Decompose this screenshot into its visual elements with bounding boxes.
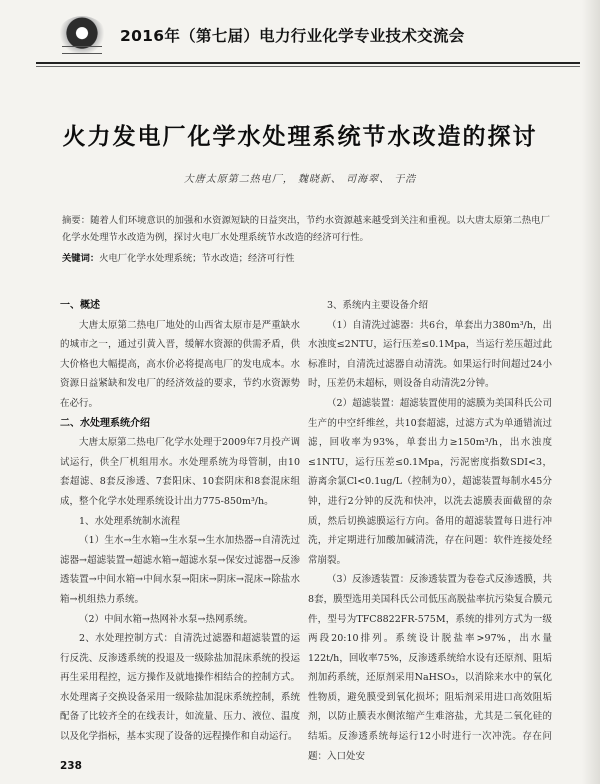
conference-header [58,14,578,56]
paragraph-reverse-osmosis: （3）反渗透装置：反渗透装置为卷卷式反渗透膜，共8套，膜型选用美国科氏公司低压高脱盐率抗污染复合膜元件，型号为TFC8822FR-575M，系统的排列方式为一级两段20:10排列。系统设计脱盐率>97%，出水量122t/h，回收率75%，反渗透系统给水设有还原剂、阻垢剂加药系统，还原剂采用NaHSO₃，以消除来水中的氧化性物质，避免膜受到氧化损坏；阻垢剂采用进口高效阻垢剂，以防止膜表水侧浓缩产生难溶盐，尤其是二氧化硅的结垢。反渗透系统每运行12小时进行一次冲洗。存在问题：入口处安 [308,574,552,762]
abstract-block [62,212,550,271]
header-divider [36,62,580,64]
page-number: 238 [60,760,82,772]
left-column [60,296,300,747]
subheading-flow: 1、水处理系统制水流程 [79,515,181,527]
keywords-line [62,250,550,267]
paragraph-overview: 大唐太原第二热电厂地处的山西省太原市是严重缺水的城市之一，通过引黄入晋，缓解水资源的供需矛盾，供大价格也大幅提高，高水价必将提高电厂的发电成本。水资源日益紧缺和发电厂的经济效益的要求，节约水资源势在必行。 [60,319,300,409]
abstract-text: 摘要：随着人们环境意识的加强和水资源短缺的日益突出，节约水资源越来越受到关注和重视。以大唐太原第二热电厂化学水处理节水改造为例，探讨火电厂水处理系统节水改造的经济可行性。 [62,215,550,243]
paragraph-filter: （1）自清洗过滤器：共6台，单套出力380m³/h，出水浊度≤2NTU，运行压差≤0.1Mpa，当运行差压超过此标准时，自清洗过滤器自动清洗。如果运行时间超过24小时，压差仍未超标，则设备自动清洗2分钟。 [308,319,552,390]
section-heading-overview: 一、概述 [60,300,100,311]
subheading-equipment: 3、系统内主要设备介绍 [327,300,429,311]
paragraph-system: 大唐太原第二热电厂化学水处理于2009年7月投产调试运行，供全厂机组用水。水处理系统为母管制，由10套超滤、8套反渗透、7套阳床、10套阴床和8套混床组成，整个化学水处理系统设计出力775-850m³/h。 [60,437,300,507]
keywords-label: 关键词： [62,253,100,264]
article-authors: 大唐太原第二热电厂， 魏晓新、 司海翠、 于浩 [183,174,417,185]
header-divider-thin [36,66,580,67]
keywords-text: 火电厂化学水处理系统；节水改造；经济可行性 [99,253,295,264]
control-text: 自清洗过滤器和超滤装置的运行反洗、反渗透系统的投退及一级除盐加混床系统的投运再生采用程控，远方操作及就地操作相结合的控制方式。水处理离子交换设备采用一级除盐加混床系统控制，系统配备了比较齐全的在线表计，如流量、压力、液位、温度以及化学指标，基本实现了设备的远程操作和自动运行。 [60,633,300,743]
section-heading-system: 二、水处理系统介绍 [60,417,150,429]
conference-title: 2016年（第七届）电力行业化学专业技术交流会 [120,27,465,45]
paragraph-ultrafiltration: （2）超滤装置：超滤装置使用的滤膜为美国科氏公司生产的中空纤维丝，共10套超滤，过滤方式为单通错流过滤，回收率为93%，单套出力≥150m³/h，出水浊度≤1NTU，运行压差≤0.1Mpa，污泥密度指数SDI<3，游离余氯Cl<0.1ug/L（控制为0），超滤装置每制水45分钟，进行2分钟的反洗和快冲，以洗去滤膜表面截留的杂质，然后切换滤膜运行方向。备用的超滤装置每日进行冲洗，并定期进行加酸加碱清洗，存在问题：软件连接处经常崩裂。 [308,397,552,566]
paragraph-flow-1: （1）生水→生水箱→生水泵→生水加热器→自清洗过滤器→超滤装置→超滤水箱→超滤水泵→保安过滤器→反渗透装置→中间水箱→中间水泵→阳床→阴床→混床→除盐水箱→机组热力系统。 [60,535,300,605]
conference-logo-icon [58,16,106,54]
scan-edge-shadow [582,0,600,784]
subheading-control: 2、水处理控制方式： [79,633,174,645]
right-column [308,296,552,766]
article-title: 火力发电厂化学水处理系统节水改造的探讨 [62,124,538,150]
paragraph-flow-2: （2）中间水箱→热网补水泵→热网系统。 [79,613,253,625]
paragraph-control [60,629,300,747]
